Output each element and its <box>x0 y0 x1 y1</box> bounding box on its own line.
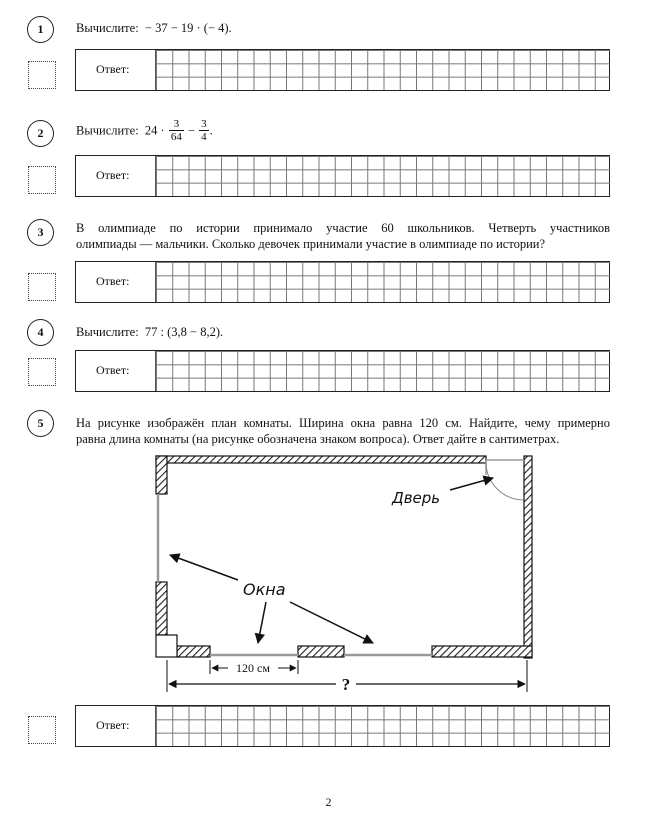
windows-label: Окна <box>243 580 286 599</box>
question-3-number: 3 <box>27 219 54 246</box>
question-2-number: 2 <box>27 120 54 147</box>
question-5-answer-box[interactable] <box>75 705 610 747</box>
fraction-1-numerator: 3 <box>169 118 184 131</box>
question-5-line-1: На рисунке изображён план комнаты. Ширина окна равна 120 см. Найдите, чему примерно <box>76 416 610 430</box>
dimension-120 <box>210 660 298 675</box>
answer-label: Ответ: <box>96 363 130 377</box>
windows <box>158 494 432 655</box>
question-4-number: 4 <box>27 319 54 346</box>
window-arrow-middle <box>258 602 266 643</box>
dimension-unknown-label: ? <box>341 675 351 694</box>
bottom-wall-left <box>177 646 210 657</box>
dimension-120-label: 120 см <box>236 661 270 675</box>
answer-label: Ответ: <box>96 168 130 182</box>
answer-label: Ответ: <box>96 274 130 288</box>
question-5-checkbox <box>28 716 56 744</box>
window-arrow-right <box>290 602 373 643</box>
question-3-line-1: В олимпиаде по истории принимало участие 60 школьников. Четверть участников <box>76 221 610 235</box>
fraction-2-denominator: 4 <box>201 131 207 143</box>
right-wall <box>524 456 532 658</box>
fraction-2-numerator: 3 <box>201 118 207 130</box>
fraction-1-denominator: 64 <box>170 131 182 143</box>
answer-label: Ответ: <box>96 62 130 76</box>
door <box>486 460 524 500</box>
question-1-number: 1 <box>27 16 54 43</box>
question-2-coefficient: 24 · <box>144 123 165 138</box>
question-2-period: . <box>209 123 213 138</box>
door-swing-arc <box>486 462 523 500</box>
question-2-label: Вычислите: <box>76 123 139 138</box>
question-4-label: Вычислите: <box>76 325 139 339</box>
door-label: Дверь <box>392 489 441 507</box>
corner-post <box>156 635 177 657</box>
question-1-expression: − 37 − 19 · (− 4). <box>144 21 232 35</box>
question-5-line-2: равна длина комнаты (на рисунке обозначена знаком вопроса). Ответ дайте в сантиметрах. <box>76 432 560 446</box>
answer-grid[interactable] <box>155 706 610 746</box>
question-4-expression: 77 : (3,8 − 8,2). <box>144 325 224 339</box>
question-2-minus: − <box>187 123 196 138</box>
answer-label: Ответ: <box>96 718 130 732</box>
bottom-wall-right <box>432 646 532 657</box>
question-3-line-2: олимпиады — мальчики. Сколько девочек принимали участие в олимпиаде по истории? <box>76 237 546 251</box>
dimension-unknown <box>167 660 527 694</box>
bottom-wall-middle <box>298 646 344 657</box>
top-wall <box>156 456 486 463</box>
window-arrow-left <box>170 555 238 580</box>
question-5-number: 5 <box>27 410 54 437</box>
room-walls <box>156 456 532 658</box>
page-number: 2 <box>325 795 332 809</box>
top-left-corner <box>156 456 167 494</box>
question-1-label: Вычислите: <box>76 21 139 35</box>
door-arrow <box>450 478 493 490</box>
left-wall-lower <box>156 582 167 635</box>
